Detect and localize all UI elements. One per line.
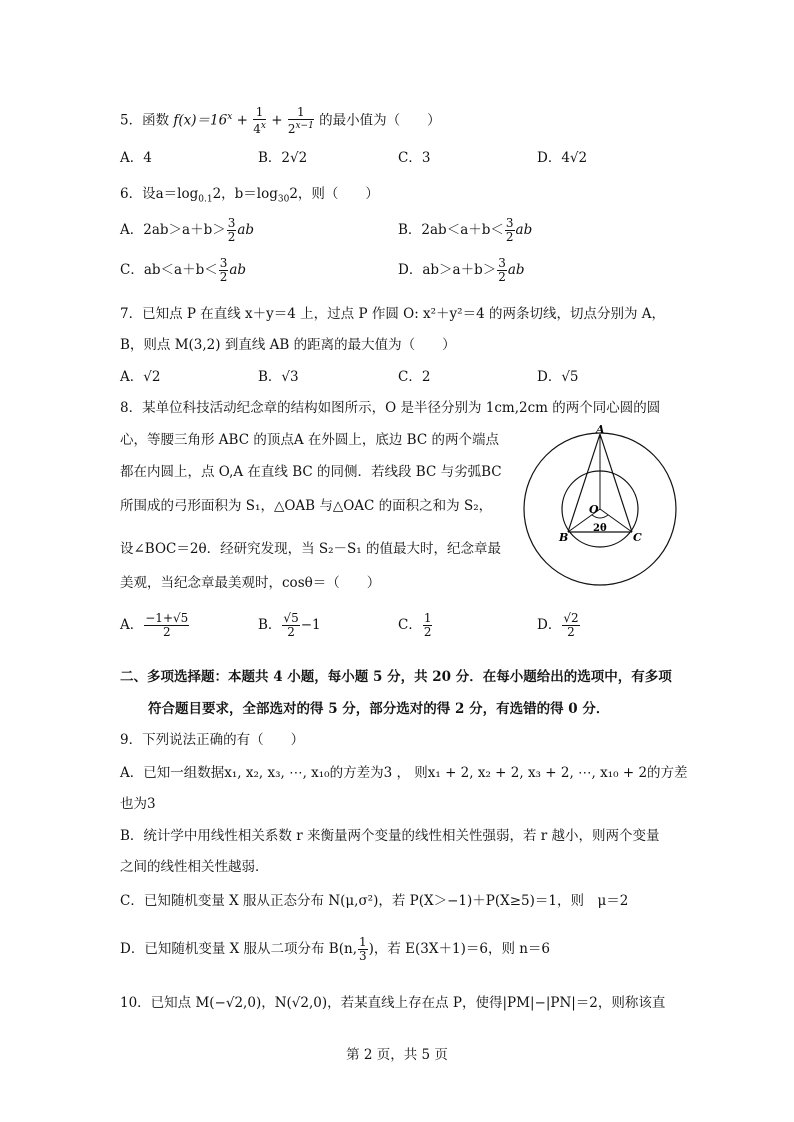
q7-option-c: C．2: [398, 369, 431, 385]
section2-heading-line1: 二、多项选择题：本题共 4 小题，每小题 5 分，共 20 分．在每小题给出的选项中，有多项: [120, 669, 672, 685]
q7-line1: 7．已知点 P 在直线 x＋y＝4 上，过点 P 作圆 O: x²＋y²＝4 的两条切线，切点分别为 A，: [120, 306, 666, 322]
q8-figure: [520, 425, 680, 590]
q6-stem: 6．设$a=\log_{0.1}2$，$b=\log_{30}2$，则（ ）: [120, 186, 379, 205]
q8-line5: 设∠BOC＝2θ．经研究发现，当 S₂－S₁ 的值最大时，纪念章最: [120, 541, 501, 557]
q8-line2: 心，等腰三角形 ABC 的顶点A 在外圆上，底边 BC 的两个端点: [120, 432, 499, 448]
q9-option-c: C．已知随机变量 X 服从正态分布 N(μ,σ²)，若 P(X＞−1)＋P(X≥5)＝1，则 μ＝2: [120, 893, 629, 909]
q9-option-b-line1: B．统计学中用线性相关系数 r 来衡量两个变量的线性相关性强弱，若 r 越小，则两个变量: [120, 828, 660, 844]
label-o: O: [589, 503, 599, 516]
q6-option-d: D．ab＞a＋b＞ $\frac{3}{2}$ ab: [398, 256, 525, 284]
q8-option-b: B． $\frac{√5}{2}$ −1: [258, 611, 321, 639]
q8-line4: 所围成的弓形面积为 S₁，△OAB 与△OAC 的面积之和为 S₂，: [120, 498, 493, 514]
q8-option-c: C． $\frac{1}{2}$: [398, 611, 432, 639]
q6-option-a: A．2ab＞a＋b＞ $\frac{3}{2}$ ab: [120, 216, 255, 244]
q5-stem: 5．函数 $f(x)=16^x$ + $\frac{1}{4^x}$ + $\frac{1}{2^{x-1}}$ 的最小值为（ ）: [120, 105, 441, 136]
label-b: B: [559, 531, 569, 544]
q6-option-b: B．2ab＜a＋b＜ $\frac{3}{2}$ ab: [398, 216, 533, 244]
q9-option-b-line2: 之间的线性相关性越弱．: [120, 859, 269, 875]
q7-option-a: A．√2: [120, 369, 161, 385]
q5-option-d: D．4√2: [537, 150, 588, 166]
q8-line1: 8．某单位科技活动纪念章的结构如图所示，O 是半径分别为 1cm,2cm 的两个同心圆的圆: [120, 400, 661, 416]
q8-option-a: A． $\frac{-1+√5}{2}$: [120, 611, 189, 639]
label-c: C: [633, 531, 642, 544]
q5-option-b: B．2√2: [258, 150, 308, 166]
q9-option-d: D．已知随机变量 X 服从二项分布 B(n, $\frac{1}{3}$ )，若 E(3X＋1)＝6，则 n＝6: [120, 935, 551, 963]
q6-option-c: C．ab＜a＋b＜ $\frac{3}{2}$ ab: [120, 256, 247, 284]
q7-option-b: B．√3: [258, 369, 299, 385]
q8-line3: 都在内圆上，点 O,A 在直线 BC 的同侧．若线段 BC 与劣弧BC: [120, 464, 502, 480]
q9-option-a-line2: 也为3: [120, 796, 156, 812]
q8-option-d: D． $\frac{√2}{2}$: [537, 611, 579, 639]
q5-option-c: C．3: [398, 150, 431, 166]
q9-option-a-line1: A．已知一组数据x₁, x₂, x₃, ⋯, x₁₀的方差为3 ， 则x₁ + 2, x₂ + 2, x₃ + 2, ⋯, x₁₀ + 2的方差: [120, 765, 688, 781]
q8-line6: 美观，当纪念章最美观时，cosθ＝（ ）: [120, 575, 381, 591]
q10-line1: 10．已知点 M(−√2,0)，N(√2,0)，若某直线上存在点 P，使得|PM|−|PN|＝2，则称该直: [120, 995, 666, 1011]
page-footer: 第 2 页，共 5 页: [346, 1047, 448, 1063]
q9-stem: 9．下列说法正确的有（ ）: [120, 732, 305, 748]
label-angle: 2θ: [593, 523, 607, 534]
q7-option-d: D．√5: [537, 369, 579, 385]
q5-option-a: A．4: [120, 150, 152, 166]
q7-line2: B，则点 M(3,2) 到直线 AB 的距离的最大值为（ ）: [120, 337, 456, 353]
section2-heading-line2: 符合题目要求，全部选对的得 5 分，部分选对的得 2 分，有选错的得 0 分．: [148, 701, 610, 717]
label-a: A: [596, 425, 605, 436]
